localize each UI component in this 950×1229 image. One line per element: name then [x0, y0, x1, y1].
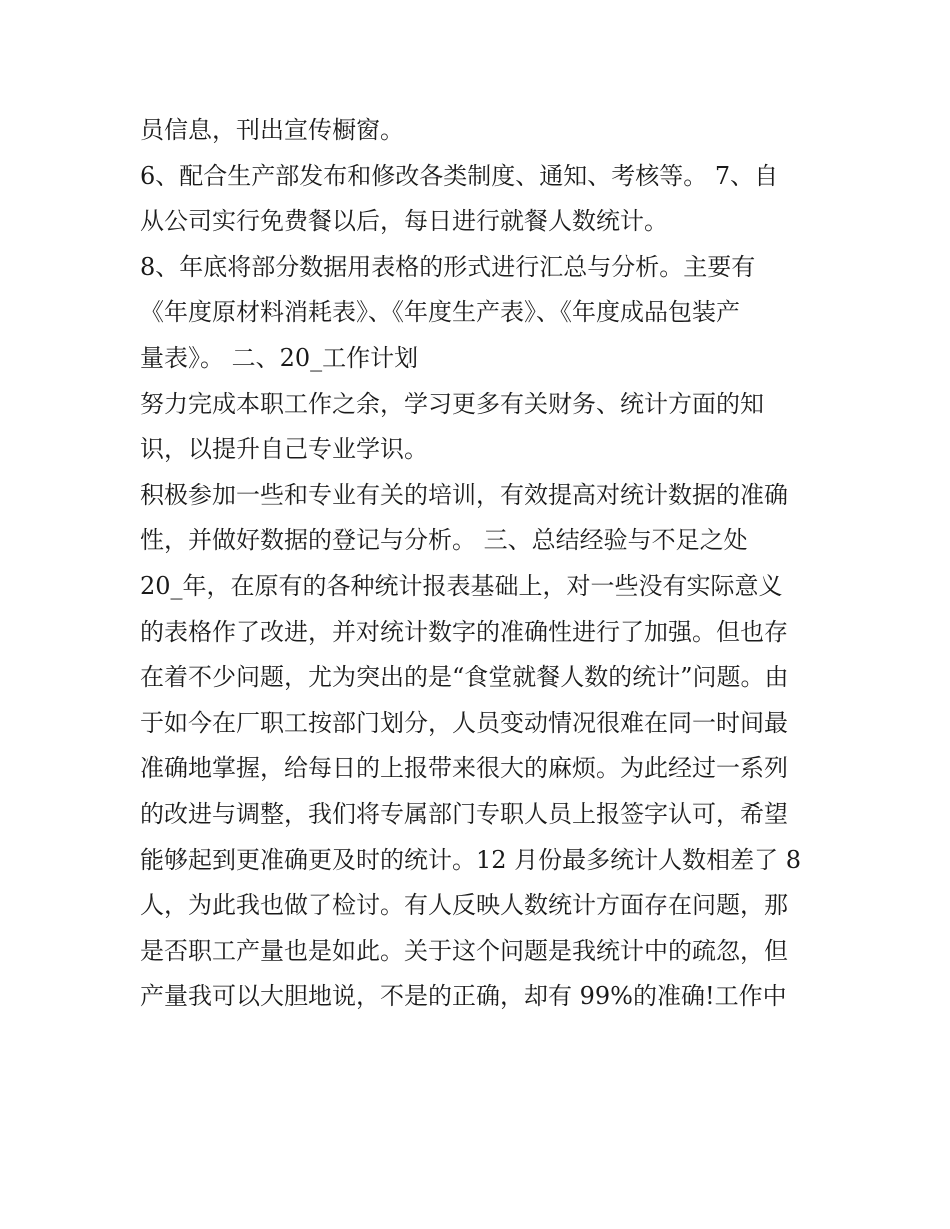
text-line: 员信息，刊出宣传橱窗。 [140, 116, 404, 144]
text-line: 于如今在厂职工按部门划分，人员变动情况很难在同一时间最 [140, 708, 788, 737]
text-line: 8、年底将部分数据用表格的形式进行汇总与分析。主要有 [140, 252, 756, 281]
text-line: 《年度原材料消耗表》、《年度生产表》、《年度成品包装产 [140, 298, 740, 327]
text-line: 产量我可以大胆地说，不是的正确，却有 99%的准确!工作中 [140, 982, 787, 1011]
text-line: 从公司实行免费餐以后，每日进行就餐人数统计。 [140, 207, 668, 236]
text-line: 20_年，在原有的各种统计报表基础上，对一些没有实际意义 [140, 571, 783, 600]
text-line: 努力完成本职工作之余，学习更多有关财务、统计方面的知 [140, 389, 764, 418]
text-line: 积极参加一些和专业有关的培训，有效提高对统计数据的准确 [140, 480, 788, 509]
text-line: 人，为此我也做了检讨。有人反映人数统计方面存在问题，那 [140, 891, 788, 920]
text-line: 准确地掌握，给每日的上报带来很大的麻烦。为此经过一系列 [140, 754, 788, 783]
body-text [140, 108, 820, 1020]
text-line: 识，以提升自己专业学识。 [140, 435, 428, 464]
text-line: 量表》。 二、20_工作计划 [140, 343, 419, 372]
text-line: 是否职工产量也是如此。关于这个问题是我统计中的疏忽，但 [140, 936, 788, 965]
text-line: 6、配合生产部发布和修改各类制度、通知、考核等。 7、自 [140, 161, 779, 190]
text-line: 的改进与调整，我们将专属部门专职人员上报签字认可，希望 [140, 799, 788, 828]
text-line: 的表格作了改进，并对统计数字的准确性进行了加强。但也存 [140, 617, 788, 646]
text-line: 在着不少问题，尤为突出的是“食堂就餐人数的统计”问题。由 [140, 663, 789, 692]
text-line: 能够起到更准确更及时的统计。12 月份最多统计人数相差了 8 [140, 845, 802, 874]
text-line: 性，并做好数据的登记与分析。 三、总结经验与不足之处 [140, 526, 748, 555]
